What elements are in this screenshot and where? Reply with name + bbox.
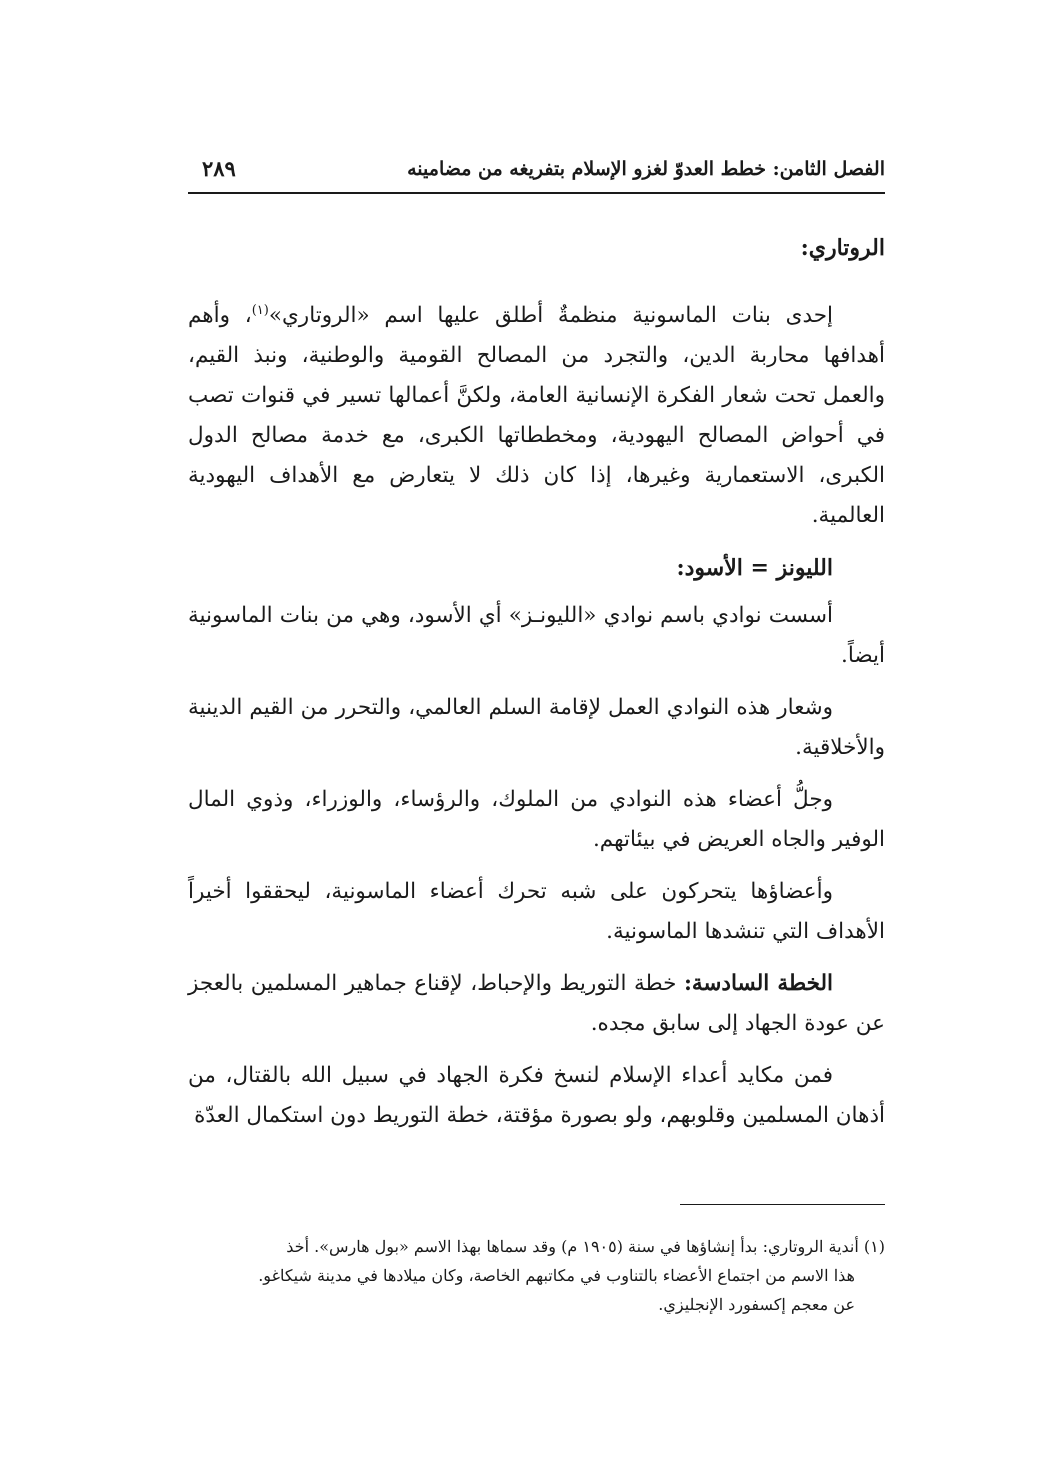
lions-paragraph-1: أسست نوادي باسم نوادي «الليونـز» أي الأسود، وهي من بنات الماسونية أيضاً. <box>188 603 885 668</box>
footnote-line-2: هذا الاسم من اجتماع الأعضاء بالتناوب في مكاتبهم الخاصة، وكان ميلادها في مدينة شيكاغو. <box>258 1266 855 1285</box>
lions-paragraph-4: وأعضاؤها يتحركون على شبه تحرك أعضاء الماسونية، ليحققوا أخيراً الأهداف التي تنشدها الماسونية. <box>188 879 885 944</box>
footnote-line-3: عن معجم إكسفورد الإنجليزي. <box>658 1295 855 1314</box>
lions-heading: الليونز = الأسود: <box>676 555 833 581</box>
rotary-paragraph-rest: ، وأهم أهدافها محاربة الدين، والتجرد من المصالح القومية والوطنية، ونبذ القيم، والعمل تحت شعار الفكرة الإنسانية العامة، ولكنَّ أعمالها تسير في قنوات تصب في أحواض المصالح اليهودية، ومخططاتها الكبرى، مع خدمة مصالح الدول الكبرى، الاستعمارية وغيرها، إذا كان ذلك لا يتعارض مع الأهداف اليهودية العالمية. <box>188 303 885 528</box>
footnote-divider <box>680 1204 885 1205</box>
lions-paragraph-2: وشعار هذه النوادي العمل لإقامة السلم العالمي، والتحرر من القيم الدينية والأخلاقية. <box>188 695 885 760</box>
footnote-line-1: (١) أندية الروتاري: بدأ إنشاؤها في سنة (١٩٠٥ م) وقد سماها بهذا الاسم «بول هارس». أخذ <box>286 1237 885 1256</box>
plan-six-label: الخطة السادسة: <box>683 971 833 996</box>
running-header <box>188 158 885 194</box>
page-number: ٢٨٩ <box>202 156 236 181</box>
plan-six-text: خطة التوريط والإحباط، لإقناع جماهير المسلمين بالعجز عن عودة الجهاد إلى سابق مجده. <box>188 971 885 1036</box>
rotary-heading: الروتاري: <box>800 235 885 261</box>
chapter-title: الفصل الثامن: خطط العدوّ لغزو الإسلام بتفريغه من مضامينه <box>407 158 885 180</box>
lions-paragraph-3: وجلُّ أعضاء هذه النوادي من الملوك، والرؤساء، والوزراء، وذوي المال الوفير والجاه العريض في بيئاتهم. <box>188 787 885 852</box>
rotary-paragraph <box>188 296 885 536</box>
main-text <box>188 228 885 1148</box>
rotary-paragraph-start: إحدى بنات الماسونية منظمةٌ أطلق عليها اسم «الروتاري» <box>268 303 833 328</box>
plan-six-paragraph <box>188 964 885 1044</box>
footnote-reference[interactable]: (١) <box>251 302 269 318</box>
footnote <box>188 1232 885 1319</box>
jihad-paragraph: فمن مكايد أعداء الإسلام لنسخ فكرة الجهاد في سبيل الله بالقتال، من أذهان المسلمين وقلوبهم، ولو بصورة مؤقتة، خطة التوريط دون استكمال العدّة <box>188 1063 885 1128</box>
